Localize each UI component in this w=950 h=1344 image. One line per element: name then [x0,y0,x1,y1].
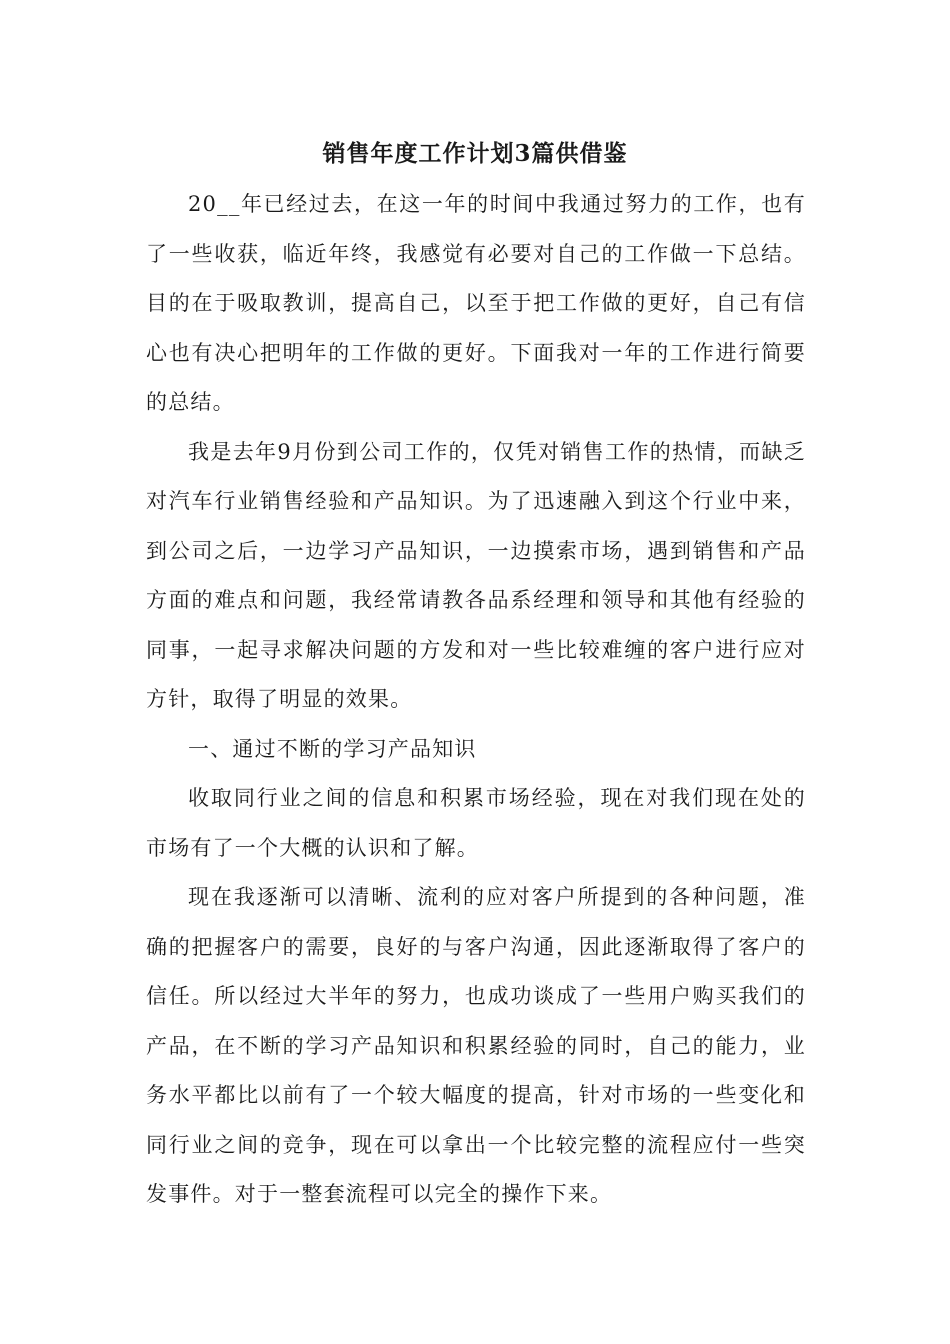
document-body [146,180,806,1220]
paragraph-intro: 20__年已经过去，在这一年的时间中我通过努力的工作，也有了一些收获，临近年终，我感觉有必要对自己的工作做一下总结。目的在于吸取教训，提高自己，以至于把工作做的更好，自己有信心也有决心把明年的工作做的更好。下面我对一年的工作进行简要的总结。 [146,192,806,414]
paragraph-background: 我是去年9月份到公司工作的，仅凭对销售工作的热情，而缺乏对汽车行业销售经验和产品知识。为了迅速融入到这个行业中来，到公司之后，一边学习产品知识，一边摸索市场，遇到销售和产品方面的难点和问题，我经常请教各品系经理和领导和其他有经验的同事，一起寻求解决问题的方发和对一些比较难缠的客户进行应对方针，取得了明显的效果。 [146,439,806,711]
section-heading-1: 一、通过不断的学习产品知识 [188,736,477,761]
paragraph-progress: 现在我逐渐可以清晰、流利的应对客户所提到的各种问题，准确的把握客户的需要，良好的与客户沟通，因此逐渐取得了客户的信任。所以经过大半年的努力，也成功谈成了一些用户购买我们的产品，在不断的学习产品知识和积累经验的同时，自己的能力，业务水平都比以前有了一个较大幅度的提高，针对市场的一些变化和同行业之间的竞争，现在可以拿出一个比较完整的流程应付一些突发事件。对于一整套流程可以完全的操作下来。 [146,885,806,1206]
paragraph-market-knowledge: 收取同行业之间的信息和积累市场经验，现在对我们现在处的市场有了一个大概的认识和了解。 [146,786,806,860]
document-title: 销售年度工作计划3篇供借鉴 [322,140,628,167]
